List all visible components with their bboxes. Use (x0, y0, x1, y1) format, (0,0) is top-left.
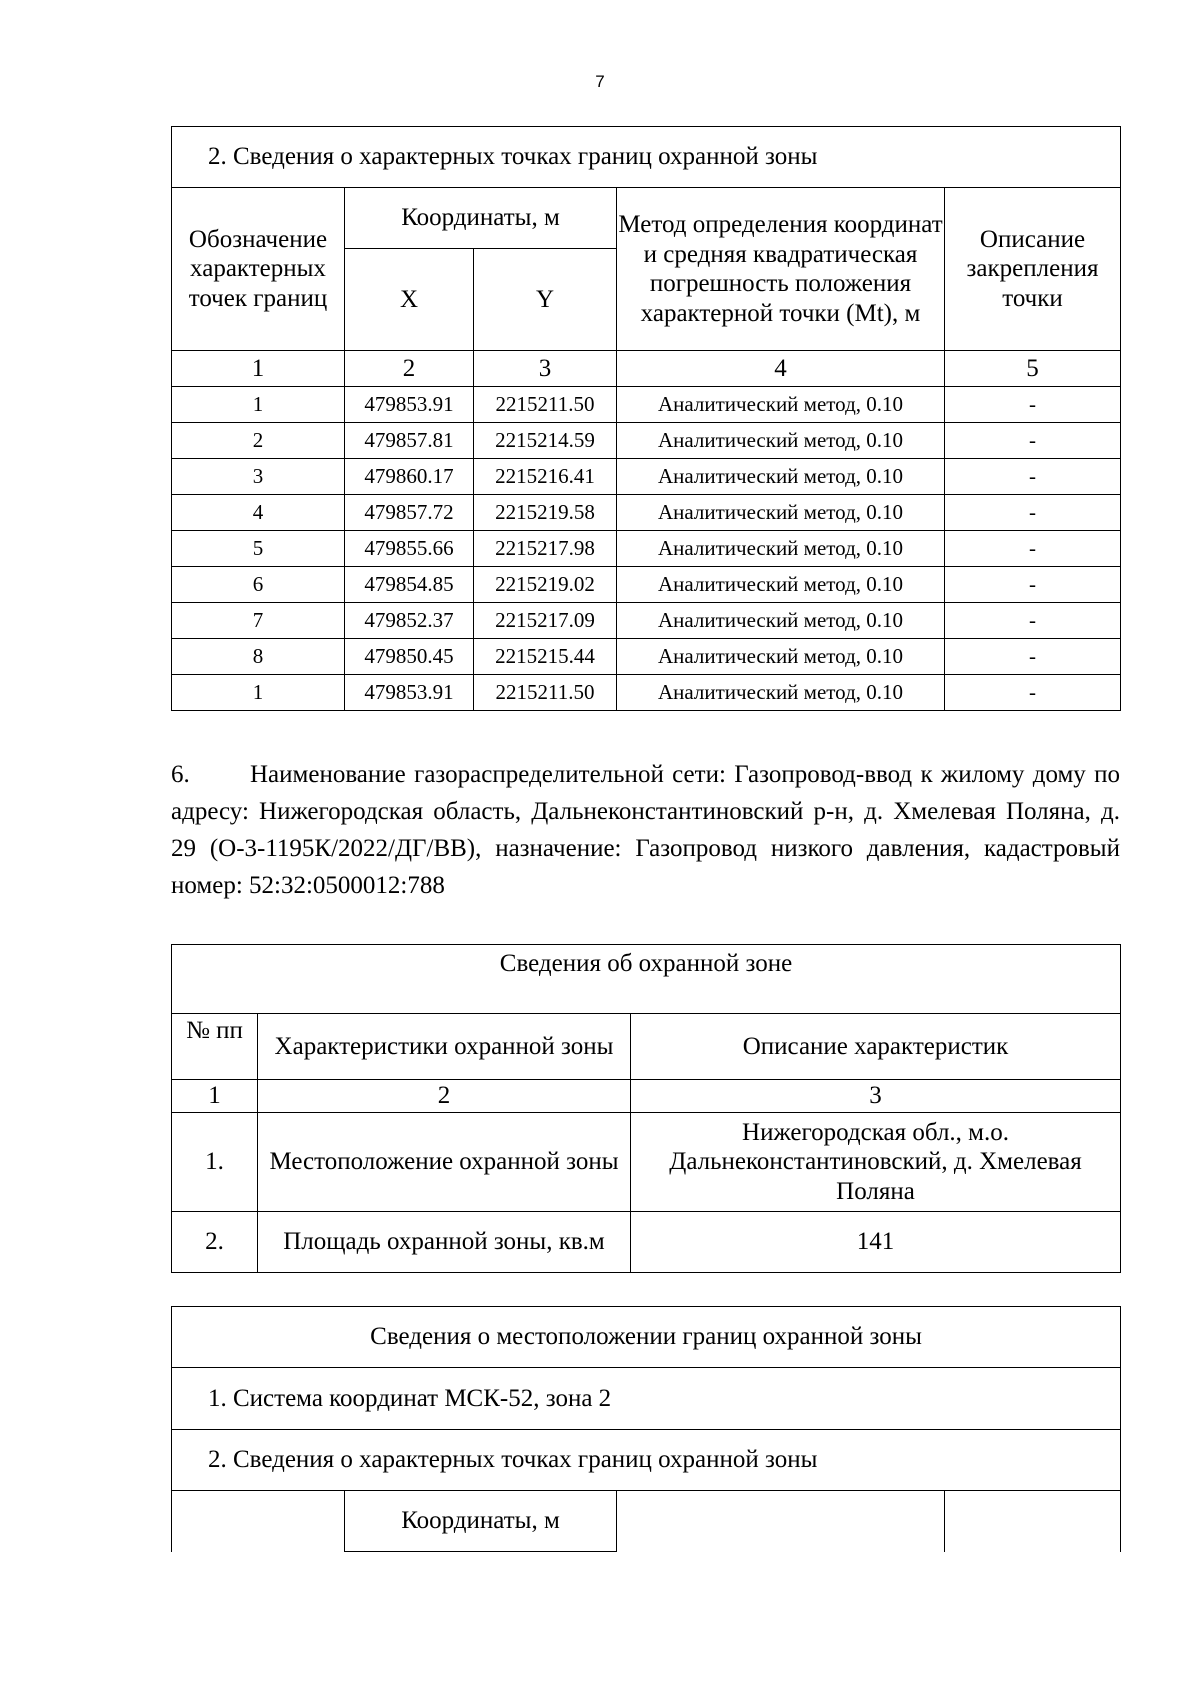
table-row (172, 531, 1121, 567)
fix-value: - (945, 423, 1121, 459)
point-number: 5 (172, 531, 345, 567)
method-value: Аналитический метод, 0.10 (617, 423, 945, 459)
method-value: Аналитический метод, 0.10 (617, 459, 945, 495)
network-description-paragraph (171, 756, 1120, 904)
empty-cell (617, 1491, 945, 1552)
header-x: X (345, 249, 474, 351)
column-number: 4 (617, 351, 945, 387)
point-number: 2 (172, 423, 345, 459)
method-value: Аналитический метод, 0.10 (617, 639, 945, 675)
header-designation: Обозначение характерных точек границ (172, 188, 345, 351)
table-title: Сведения об охранной зоне (172, 945, 1121, 1014)
method-value: Аналитический метод, 0.10 (617, 387, 945, 423)
header-description: Описание характеристик (631, 1014, 1121, 1080)
y-value: 2215219.02 (474, 567, 617, 603)
protection-zone-info-table (171, 944, 1121, 1273)
fix-value: - (945, 675, 1121, 711)
x-value: 479857.81 (345, 423, 474, 459)
table-row (172, 495, 1121, 531)
table-row (172, 603, 1121, 639)
paragraph-number: 6. (171, 761, 190, 788)
empty-cell (945, 1491, 1121, 1552)
x-value: 479857.72 (345, 495, 474, 531)
paragraph-text: Наименование газораспределительной сети: Газопровод-ввод к жилому дому по адресу: Нижегородская область, Дальнеконстантиновский р-н, д. Хмелевая Поляна, д. 29 (О-3-1195К/2022/ДГ/ВВ), назначение: Газопровод низкого давления, кадастровый номер: 52:32:0500012:788 (171, 761, 1120, 899)
method-value: Аналитический метод, 0.10 (617, 495, 945, 531)
method-value: Аналитический метод, 0.10 (617, 675, 945, 711)
empty-cell (172, 1491, 345, 1552)
table-row (172, 1212, 1121, 1273)
header-coordinates: Координаты, м (345, 188, 617, 249)
fix-value: - (945, 639, 1121, 675)
y-value: 2215216.41 (474, 459, 617, 495)
x-value: 479852.37 (345, 603, 474, 639)
page-number: 7 (595, 72, 605, 91)
boundary-location-table (171, 1306, 1121, 1552)
fix-value: - (945, 531, 1121, 567)
point-number: 8 (172, 639, 345, 675)
point-number: 6 (172, 567, 345, 603)
table-row (172, 459, 1121, 495)
table-row (172, 675, 1121, 711)
header-method: Метод определения координат и средняя квадратическая погрешность положения характерной точки (Mt), м (617, 188, 945, 351)
x-value: 479853.91 (345, 387, 474, 423)
method-value: Аналитический метод, 0.10 (617, 603, 945, 639)
y-value: 2215211.50 (474, 387, 617, 423)
y-value: 2215211.50 (474, 675, 617, 711)
header-num: № пп (172, 1014, 258, 1080)
section-title: 2. Сведения о характерных точках границ охранной зоны (172, 1430, 1121, 1491)
point-number: 7 (172, 603, 345, 639)
characteristic-value: Нижегородская обл., м.о. Дальнеконстантиновский, д. Хмелевая Поляна (631, 1113, 1121, 1212)
column-number: 1 (172, 1080, 258, 1113)
fix-value: - (945, 495, 1121, 531)
column-number: 3 (631, 1080, 1121, 1113)
row-number: 2. (172, 1212, 258, 1273)
table-row (172, 639, 1121, 675)
section-title: 2. Сведения о характерных точках границ охранной зоны (172, 127, 1121, 188)
boundary-points-table (171, 126, 1121, 711)
table-row (172, 1113, 1121, 1212)
table-title: Сведения о местоположении границ охранной зоны (172, 1307, 1121, 1368)
fix-value: - (945, 387, 1121, 423)
column-number: 3 (474, 351, 617, 387)
header-coordinates: Координаты, м (345, 1491, 617, 1552)
column-number: 1 (172, 351, 345, 387)
characteristic-value: 141 (631, 1212, 1121, 1273)
method-value: Аналитический метод, 0.10 (617, 567, 945, 603)
column-number: 5 (945, 351, 1121, 387)
fix-value: - (945, 603, 1121, 639)
fix-value: - (945, 567, 1121, 603)
characteristic-name: Площадь охранной зоны, кв.м (258, 1212, 631, 1273)
coordinate-system: 1. Система координат МСК-52, зона 2 (172, 1368, 1121, 1430)
x-value: 479855.66 (345, 531, 474, 567)
header-y: Y (474, 249, 617, 351)
table-row (172, 567, 1121, 603)
method-value: Аналитический метод, 0.10 (617, 531, 945, 567)
x-value: 479853.91 (345, 675, 474, 711)
y-value: 2215215.44 (474, 639, 617, 675)
y-value: 2215219.58 (474, 495, 617, 531)
x-value: 479850.45 (345, 639, 474, 675)
point-number: 1 (172, 675, 345, 711)
row-number: 1. (172, 1113, 258, 1212)
column-number: 2 (258, 1080, 631, 1113)
point-number: 1 (172, 387, 345, 423)
y-value: 2215217.09 (474, 603, 617, 639)
fix-value: - (945, 459, 1121, 495)
point-number: 3 (172, 459, 345, 495)
table-row (172, 423, 1121, 459)
x-value: 479860.17 (345, 459, 474, 495)
table-row (172, 387, 1121, 423)
characteristic-name: Местоположение охранной зоны (258, 1113, 631, 1212)
y-value: 2215214.59 (474, 423, 617, 459)
y-value: 2215217.98 (474, 531, 617, 567)
header-description: Описание закрепления точки (945, 188, 1121, 351)
header-characteristic: Характеристики охранной зоны (258, 1014, 631, 1080)
point-number: 4 (172, 495, 345, 531)
x-value: 479854.85 (345, 567, 474, 603)
column-number: 2 (345, 351, 474, 387)
